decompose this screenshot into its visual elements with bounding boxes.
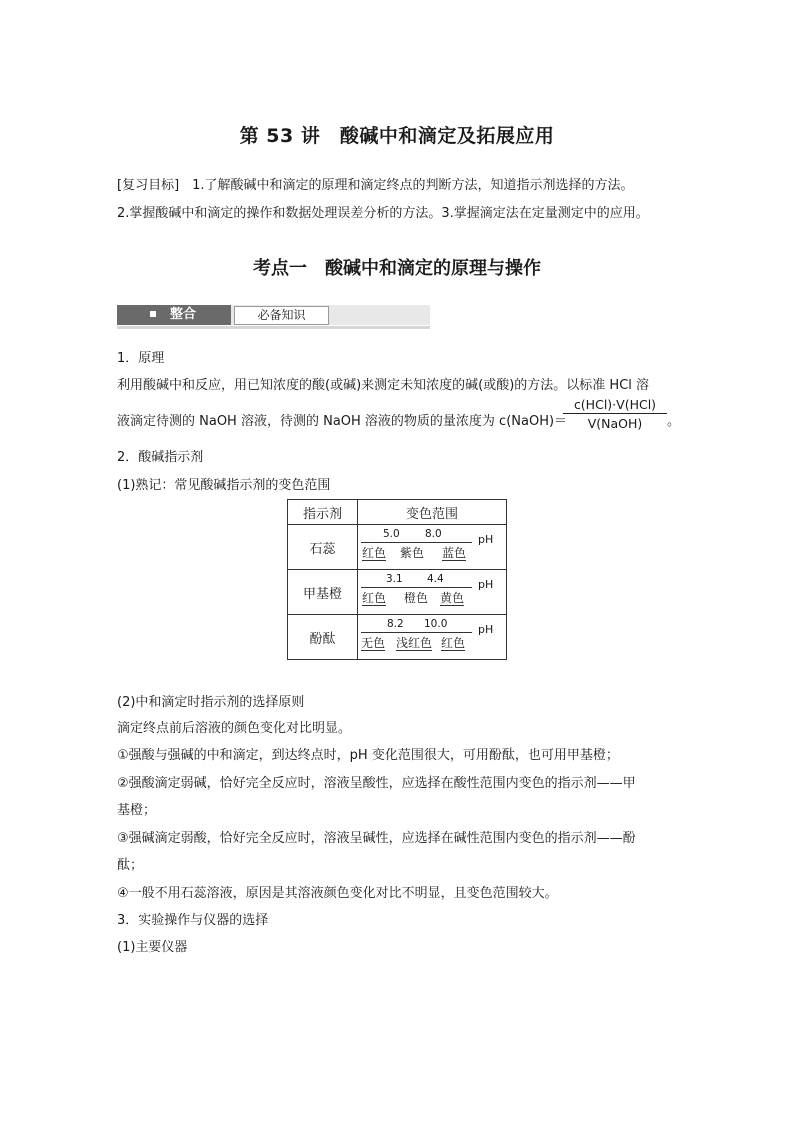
selection-rule-4: ④一般不用石蕊溶液，原因是其溶液颜色变化对比不明显，且变色范围较大。 (117, 886, 558, 901)
indicator-name: 甲基橙 (288, 570, 358, 615)
color-label: 红色 (362, 546, 387, 560)
tick-label: 3.1 (386, 573, 403, 585)
page-title: 第 53 讲 酸碱中和滴定及拓展应用 (239, 125, 555, 147)
section-banner (117, 305, 430, 325)
scale-line (361, 587, 472, 588)
table-header-cell: 变色范围 (358, 500, 507, 525)
color-underline (362, 605, 386, 606)
color-underline (442, 560, 466, 561)
range-cell (358, 615, 507, 660)
color-label: 无色 (361, 636, 386, 650)
indicator-name: 酚酞 (288, 615, 358, 660)
tick-label: 4.4 (427, 573, 444, 585)
indicator-name: 石蕊 (288, 525, 358, 570)
tick-label: 5.0 (383, 528, 400, 540)
color-scale (358, 526, 506, 568)
table-row (288, 525, 507, 570)
color-underline (441, 650, 465, 651)
principle-line-2: 液滴定待测的 NaOH 溶液，待测的 NaOH 溶液的物质的量浓度为 c(NaOH)＝ (117, 414, 568, 429)
tick-label: 8.2 (387, 618, 404, 630)
selection-intro: 滴定终点前后溶液的颜色变化对比明显。 (117, 721, 352, 736)
selection-rule-1: ①强酸与强碱的中和滴定，到达终点时，pH 变化范围很大，可用酚酞，也可用甲基橙； (117, 748, 619, 763)
color-label: 蓝色 (442, 546, 467, 560)
color-underline (362, 560, 386, 561)
formula-numerator: c(HCl)·V(HCl) (563, 397, 667, 414)
formula-denominator: V(NaOH) (587, 416, 643, 431)
sub-heading-selection: (2)中和滴定时指示剂的选择原则 (117, 695, 305, 710)
scale-line (361, 632, 472, 633)
scale-line (361, 542, 472, 543)
selection-rule-3: ③强碱滴定弱酸，恰好完全反应时，溶液呈碱性，应选择在碱性范围内变色的指示剂——酚 (117, 831, 636, 846)
color-label: 浅红色 (396, 636, 433, 650)
banner-tag-knowledge: 必备知识 (234, 306, 329, 325)
heading-operation: 3．实验操作与仪器的选择 (117, 913, 269, 928)
color-scale (358, 616, 506, 658)
indicator-table (287, 499, 507, 660)
banner-tag-integrate (117, 305, 231, 325)
principle-line-1: 利用酸碱中和反应，用已知浓度的酸(或碱)来测定未知浓度的碱(或酸)的方法。以标准 HCl 溶 (117, 378, 650, 393)
color-scale (358, 571, 506, 613)
color-underline (396, 650, 432, 651)
square-icon (150, 311, 156, 317)
tick-label: 10.0 (424, 618, 448, 630)
sub-heading-instruments: (1)主要仪器 (117, 940, 188, 955)
range-cell (358, 525, 507, 570)
ph-unit: pH (478, 578, 494, 591)
review-goals-line-2: 2.掌握酸碱中和滴定的操作和数据处理误差分析的方法。3.掌握滴定法在定量测定中的应用。 (117, 206, 649, 221)
tick-label: 8.0 (425, 528, 442, 540)
concentration-formula (563, 397, 667, 431)
sub-heading-memorize: (1)熟记：常见酸碱指示剂的变色范围 (117, 478, 331, 493)
section-title: 考点一 酸碱中和滴定的原理与操作 (253, 258, 541, 279)
color-label: 红色 (441, 636, 466, 650)
table-header-row (288, 500, 507, 525)
color-label: 黄色 (440, 591, 465, 605)
color-underline (440, 605, 464, 606)
color-label: 红色 (362, 591, 387, 605)
banner-left-label: 整合 (170, 307, 197, 322)
table-row (288, 615, 507, 660)
heading-indicators: 2．酸碱指示剂 (117, 450, 204, 465)
table-row (288, 570, 507, 615)
color-underline (361, 650, 385, 651)
range-cell (358, 570, 507, 615)
formula-period: 。 (667, 414, 681, 429)
review-goals-line-1: [复习目标] 1.了解酸碱中和滴定的原理和滴定终点的判断方法，知道指示剂选择的方法。 (117, 178, 634, 193)
heading-principle: 1．原理 (117, 351, 165, 366)
ph-unit: pH (478, 623, 494, 636)
selection-rule-3-cont: 酞； (117, 858, 144, 873)
ph-unit: pH (478, 533, 494, 546)
color-label: 紫色 (400, 546, 425, 560)
selection-rule-2: ②强酸滴定弱碱，恰好完全反应时，溶液呈酸性，应选择在酸性范围内变色的指示剂——甲 (117, 776, 636, 791)
banner-underline (117, 326, 430, 329)
color-label: 橙色 (404, 591, 429, 605)
table-header-cell: 指示剂 (288, 500, 358, 525)
selection-rule-2-cont: 基橙； (117, 803, 157, 818)
